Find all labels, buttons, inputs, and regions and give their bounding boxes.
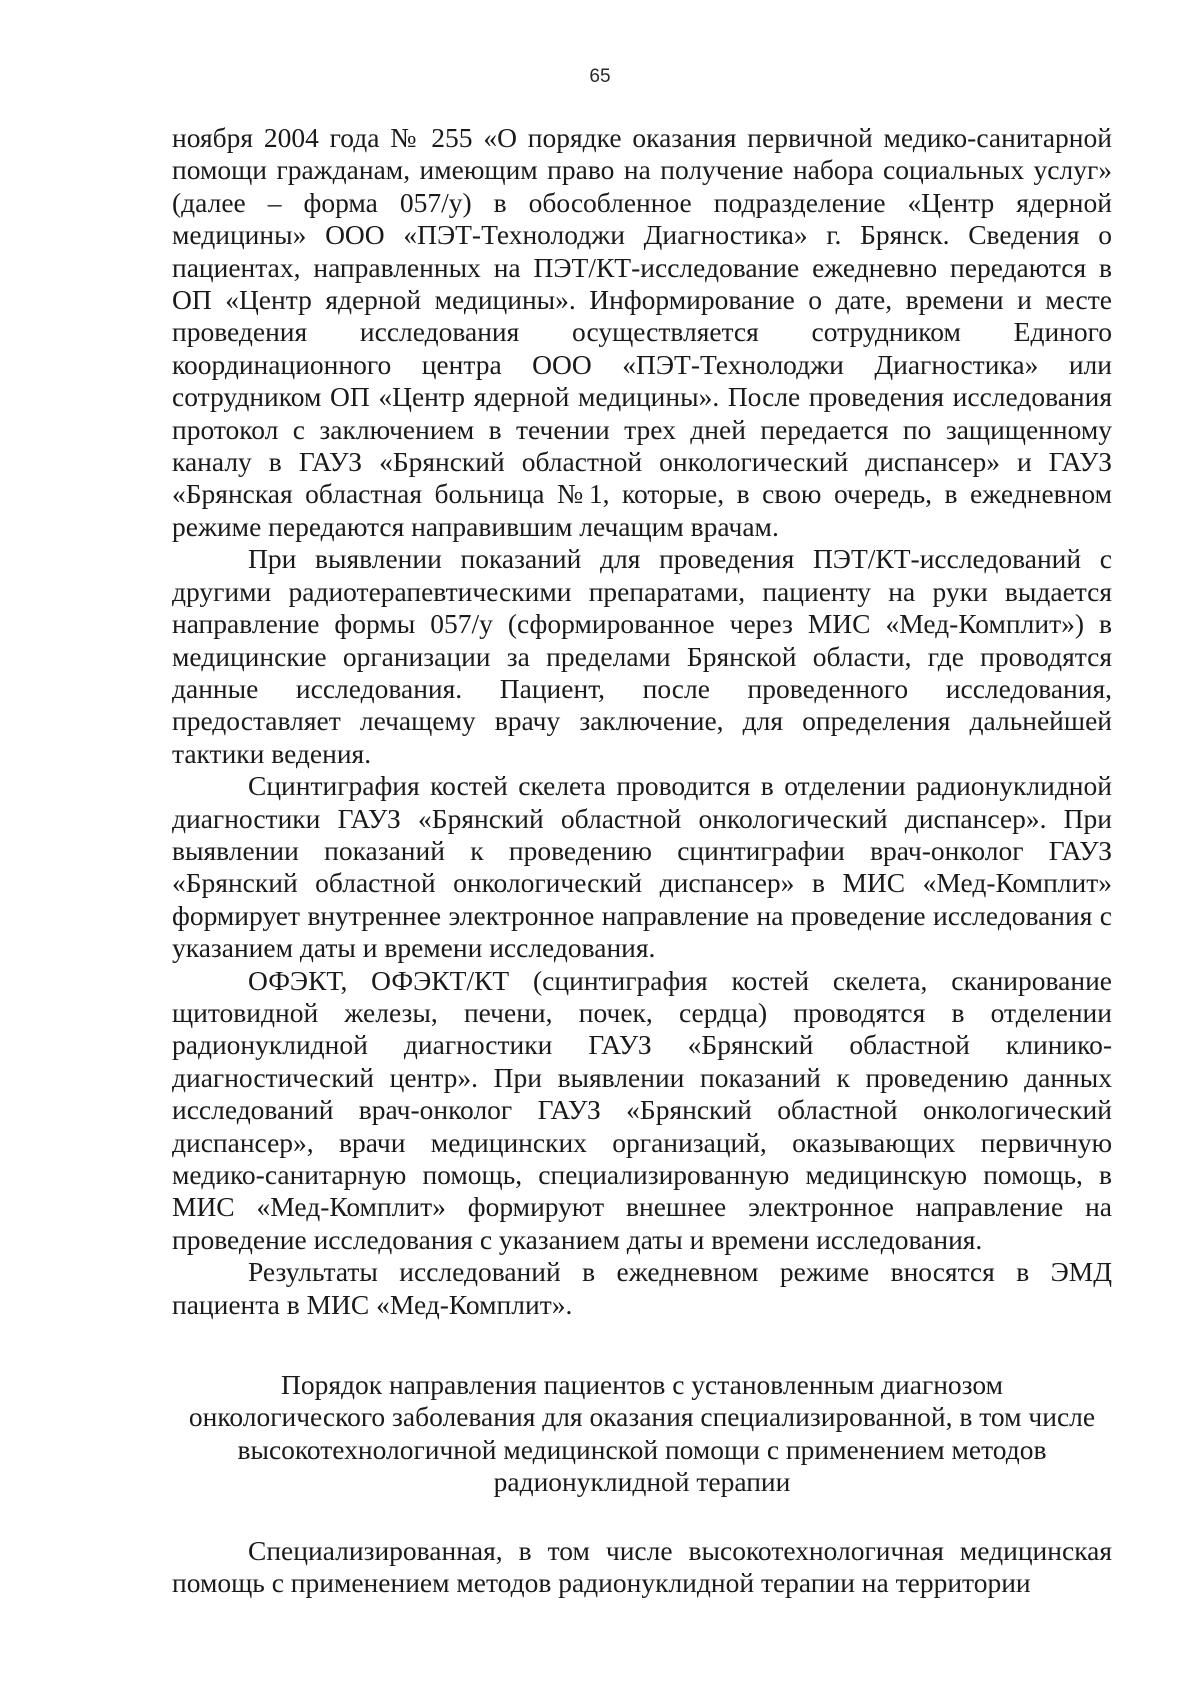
paragraph-spect: ОФЭКТ, ОФЭКТ/КТ (сцинтиграфия костей скелета, сканирование щитовидной железы, печени, почек, сердца) проводятся в отделении радионуклидной диагностики ГАУЗ «Брянский областной клинико-диагностический центр». При выявлении показаний к проведению данных исследований врач-онколог ГАУЗ «Брянский областной онкологический диспансер», врачи медицинских организаций, оказывающих первичную медико-санитарную помощь, специализированную медицинскую помощь, в МИС «Мед-Комплит» формируют внешнее электронное направление на проведение исследования с указанием даты и времени исследования.: [172, 964, 1112, 1255]
paragraph-results: Результаты исследований в ежедневном режиме вносятся в ЭМД пациента в МИС «Мед-Комплит».: [172, 1256, 1112, 1320]
paragraph-pet-ct-other-drugs: При выявлении показаний для проведения ПЭТ/КТ-исследований с другими радиотерапевтическими препаратами, пациенту на руки выдается направление формы 057/у (сформированное через МИС «Мед-Комплит») в медицинские организации за пределами Брянской области, где проводятся данные исследования. Пациент, после проведенного исследования, предоставляет лечащему врачу заключение, для определения дальнейшей тактики ведения.: [172, 543, 1112, 769]
section-heading: [172, 1369, 1112, 1499]
document-body: [172, 122, 1112, 1599]
page-number: 65: [589, 66, 611, 87]
section-heading-line: онкологического заболевания для оказания специализированной, в том числе: [188, 1401, 1096, 1433]
paragraph-continuation: ноября 2004 года № 255 «О порядке оказания первичной медико-санитарной помощи гражданам, имеющим право на получение набора социальных услуг» (далее – форма 057/у) в обособленное подразделение «Центр ядерной медицины» ООО «ПЭТ-Технолоджи Диагностика» г. Брянск. Сведения о пациентах, направленных на ПЭТ/КТ-исследование ежедневно передаются в ОП «Центр ядерной медицины». Информирование о дате, времени и месте проведения исследования осуществляется сотрудником Единого координационного центра ООО «ПЭТ-Технолоджи Диагностика» или сотрудником ОП «Центр ядерной медицины». После проведения исследования протокол с заключением в течении трех дней передается по защищенному каналу в ГАУЗ «Брянский областной онкологический диспансер» и ГАУЗ «Брянская областная больница №1, которые, в свою очередь, в ежедневном режиме передаются направившим лечащим врачам.: [172, 122, 1112, 542]
paragraph-bone-scintigraphy: Сцинтиграфия костей скелета проводится в отделении радионуклидной диагностики ГАУЗ «Брянский областной онкологический диспансер». При выявлении показаний к проведению сцинтиграфии врач-онколог ГАУЗ «Брянский областной онкологический диспансер» в МИС «Мед-Комплит» формирует внутреннее электронное направление на проведение исследования с указанием даты и времени исследования.: [172, 770, 1112, 964]
section-heading-line: высокотехнологичной медицинской помощи с применением методов: [237, 1433, 1047, 1465]
section-heading-line: радионуклидной терапии: [493, 1466, 791, 1498]
section-heading-line: Порядок направления пациентов с установленным диагнозом: [280, 1369, 1004, 1401]
paragraph-radionuclide-therapy: Специализированная, в том числе высокотехнологичная медицинская помощь с применением методов радионуклидной терапии на территории: [172, 1534, 1112, 1599]
